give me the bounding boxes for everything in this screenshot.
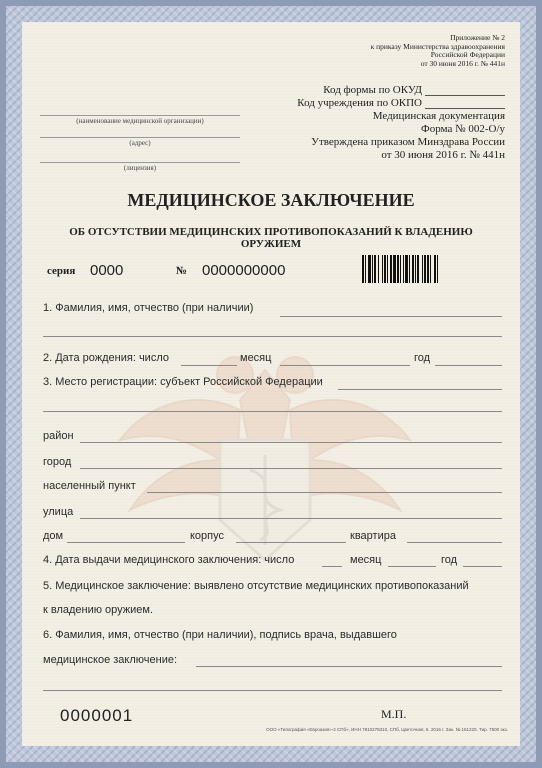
serial-number: 0000001 [60,706,134,725]
okud-label: Код формы по ОКУД [323,84,422,96]
field-1-input[interactable] [280,316,502,317]
street-label: улица [43,506,74,518]
stamp-place: М.П. [381,707,407,721]
license-line[interactable] [40,162,240,163]
apartment-label: квартира [350,530,396,542]
apartment-input[interactable] [407,542,502,543]
barcode-bar [434,255,436,283]
barcode-bar [417,255,419,283]
field-2-label: 2. Дата рождения: число [43,352,169,364]
document-subtitle: ОБ ОТСУТСТВИИ МЕДИЦИНСКИХ ПРОТИВОПОКАЗАНИЙ К ВЛАДЕНИЮ ОРУЖИЕМ [69,226,473,250]
region-input-line-2[interactable] [43,411,502,412]
city-input[interactable] [80,468,502,469]
building-input[interactable] [236,542,346,543]
address-line[interactable] [40,137,240,138]
barcode-bar [400,255,401,283]
house-input[interactable] [67,542,185,543]
license-caption: (лицензия) [123,164,157,172]
region-input[interactable] [338,389,502,390]
appendix-line-2: к приказу Министерства здравоохранения [370,41,505,51]
barcode-bar [368,255,371,283]
birth-year-label: год [414,352,431,364]
issue-month-label: месяц [350,554,382,566]
printer-imprint: ООО «Типография «Евроазия»-2 СПб», ИНН 7810278310, СПб, Цветочная, 6. 2016 г. Зак. № 161220. Тир. 7500 экз. [266,727,508,732]
barcode-bar [397,255,399,283]
med-doc-label: Медицинская документация [372,110,505,122]
settlement-label: населенный пункт [43,480,136,492]
city-label: город [43,456,72,468]
birth-month-input[interactable] [280,365,410,366]
approved-by: Утверждена приказом Минздрава России [311,136,505,148]
barcode-bar [405,255,408,283]
barcode-bar [362,255,364,283]
barcode-bar [372,255,373,283]
okpo-field[interactable] [425,108,505,109]
double-headed-eagle-emblem-watermark [100,330,430,590]
birth-month-label: месяц [240,352,272,364]
birth-year-input[interactable] [435,365,502,366]
address-caption: (адрес) [129,139,151,147]
okpo-label: Код учреждения по ОКПО [297,97,422,109]
barcode-bar [409,255,410,283]
doctor-name-input[interactable] [196,666,502,667]
barcode-bar [415,255,416,283]
field-1-label: 1. Фамилия, имя, отчество (при наличии) [43,302,254,314]
district-label: район [43,430,74,442]
number-label: № [176,265,188,277]
barcode-bar [422,255,423,283]
issue-day-input[interactable] [322,566,342,567]
settlement-input[interactable] [147,492,502,493]
appendix-line-1: Приложение № 2 [450,33,505,42]
barcode-bar [427,255,429,283]
house-label: дом [43,530,64,542]
form-number: Форма № 002-О/у [421,123,505,135]
field-5-line-2: к владению оружием. [43,604,154,616]
barcode-bar [365,255,366,283]
barcode-bar [412,255,414,283]
barcode-bar [387,255,388,283]
field-1-input-line-2[interactable] [43,336,502,337]
number-value: 0000000000 [202,262,286,279]
birth-day-input[interactable] [181,365,237,366]
document-title: МЕДИЦИНСКОЕ ЗАКЛЮЧЕНИЕ [127,190,415,210]
appendix-line-3: Российской Федерации [430,50,505,59]
barcode-bar [390,255,392,283]
barcode-bar [382,255,383,283]
barcode-bar [430,255,431,283]
barcode-bar [403,255,404,283]
series-value: 0000 [90,262,124,279]
barcode-bar [393,255,396,283]
okud-field[interactable] [425,95,505,96]
street-input[interactable] [80,518,502,519]
field-4-label: 4. Дата выдачи медицинского заключения: число [43,554,295,566]
field-6-line-1: 6. Фамилия, имя, отчество (при наличии), подпись врача, выдавшего [43,629,397,641]
field-3-label: 3. Место регистрации: субъект Российской Федерации [43,376,323,388]
issue-year-label: год [441,554,458,566]
appendix-note [355,34,505,68]
issue-year-input[interactable] [463,566,502,567]
barcode-bar [437,255,438,283]
issue-month-input[interactable] [388,566,436,567]
building-label: корпус [190,530,225,542]
doctor-name-input-line-2[interactable] [43,690,502,691]
org-name-line[interactable] [40,115,240,116]
approved-date: от 30 июня 2016 г. № 441н [381,149,505,161]
barcode-bar [384,255,386,283]
barcode-bar [374,255,376,283]
barcode [362,255,492,283]
field-5-line-1: 5. Медицинское заключение: выявлено отсутствие медицинских противопоказаний [43,580,469,592]
district-input[interactable] [80,442,502,443]
series-label: серия [47,265,76,277]
barcode-bar [378,255,379,283]
appendix-line-4: от 30 июня 2016 г. № 441н [420,58,505,68]
barcode-bar [424,255,426,283]
field-6-line-2: медицинское заключение: [43,654,178,666]
org-name-caption: (наименование медицинской организации) [76,117,204,125]
